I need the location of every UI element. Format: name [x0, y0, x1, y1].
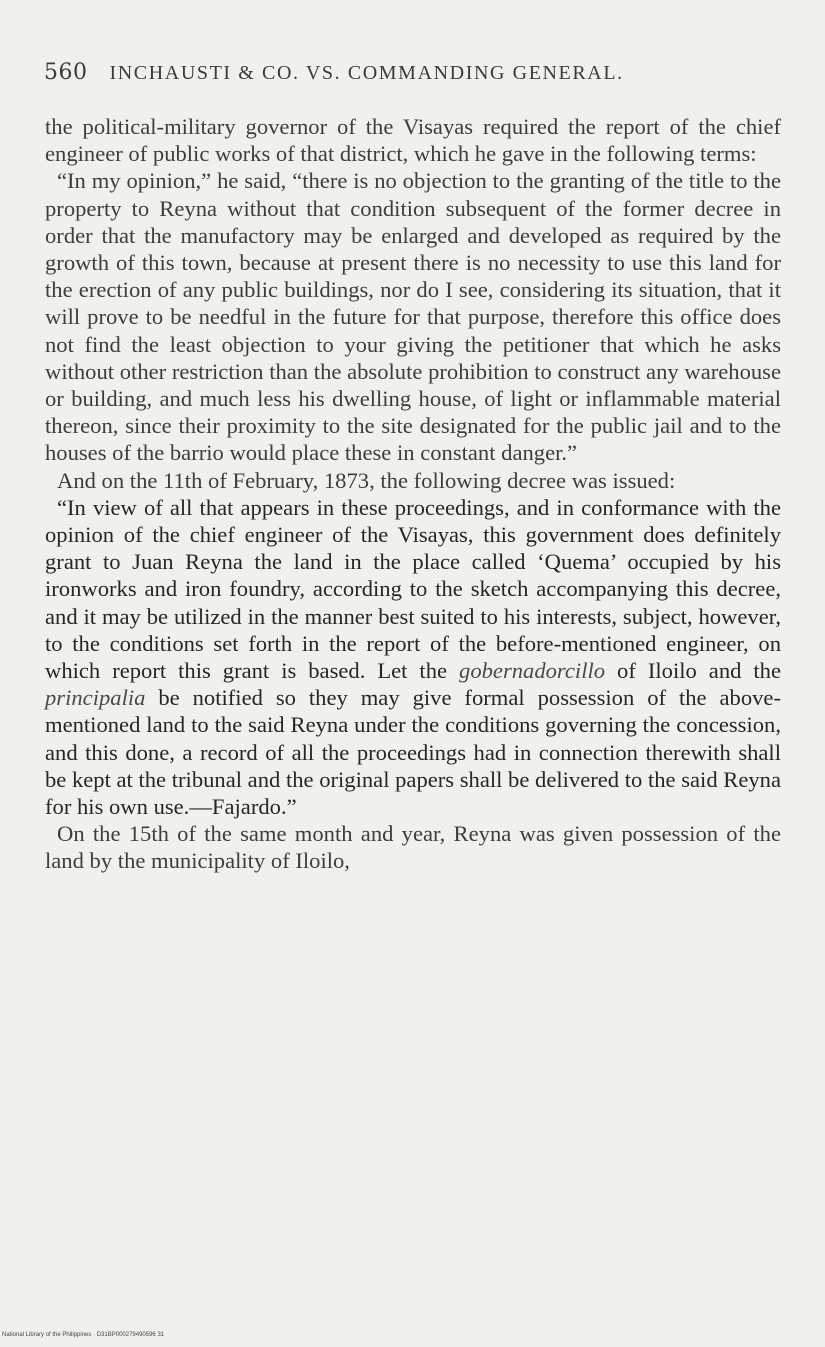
page-number: 560 [44, 60, 88, 85]
paragraph-engineer-opinion: “In my opinion,” he said, “there is no objection to the granting of the title to the property to Reyna without that condition subsequent of the former decree in order that the manufactory may be enlarged and developed as required by the growth of this town, because at present there is no necessity to use this land for the erection of any public buildings, nor do I see, considering its situation, that it will prove to be needful in the future for that purpose, therefore this office does not find the least objection to your giving the petitioner that which he asks without other restriction than the absolute prohibition to construct any warehouse or building, and much less his dwelling house, of light or inflammable material thereon, since their proximity to the site designated for the public jail and to the houses of the barrio would place these in constant danger.” [45, 168, 781, 466]
decree-text-part-2: of Iloilo and the [605, 658, 781, 684]
paragraph-possession: On the 15th of the same month and year, Reyna was given possession of the land by the municipality of Iloilo, [45, 821, 781, 874]
running-title: INCHAUSTI & CO. VS. COMMANDING GENERAL. [109, 62, 624, 84]
decree-text-part-3: be notified so they may give formal possession of the above-mentioned land to the said Reyna under the conditions governing the concession, and this done, a record of all the proceedings had in connection therewith shall be kept at the tribunal and the original papers shall be delivered to the said Reyna for his own use.—Fajardo.” [45, 685, 781, 820]
scan-footer-note: National Library of the Philippines · D31BP000279490596 31 [2, 1332, 165, 1338]
body-text [45, 113, 781, 875]
paragraph-continuation: the political-military governor of the Visayas required the report of the chief engineer of public works of that district, which he gave in the following terms: [45, 114, 781, 167]
italic-term-principalia: principalia [45, 685, 146, 711]
running-head [44, 60, 784, 90]
paragraph-decree-intro: And on the 11th of February, 1873, the following decree was issued: [57, 467, 676, 493]
decree-text-part-1: “In view of all that appears in these proceedings, and in conformance with the opinion of the chief engineer of the Visayas, this government does definitely grant to Juan Reyna the land in the place called ‘Quema’ occupied by his ironworks and iron foundry, according to the sketch accompanying this decree, and it may be utilized in the manner best suited to his interests, subject, however, to the conditions set forth in the report of the before-mentioned engineer, on which report this grant is based. Let the [45, 494, 781, 684]
paragraph-decree-text [45, 494, 781, 820]
italic-term-gobernadorcillo: gobernadorcillo [459, 658, 606, 684]
